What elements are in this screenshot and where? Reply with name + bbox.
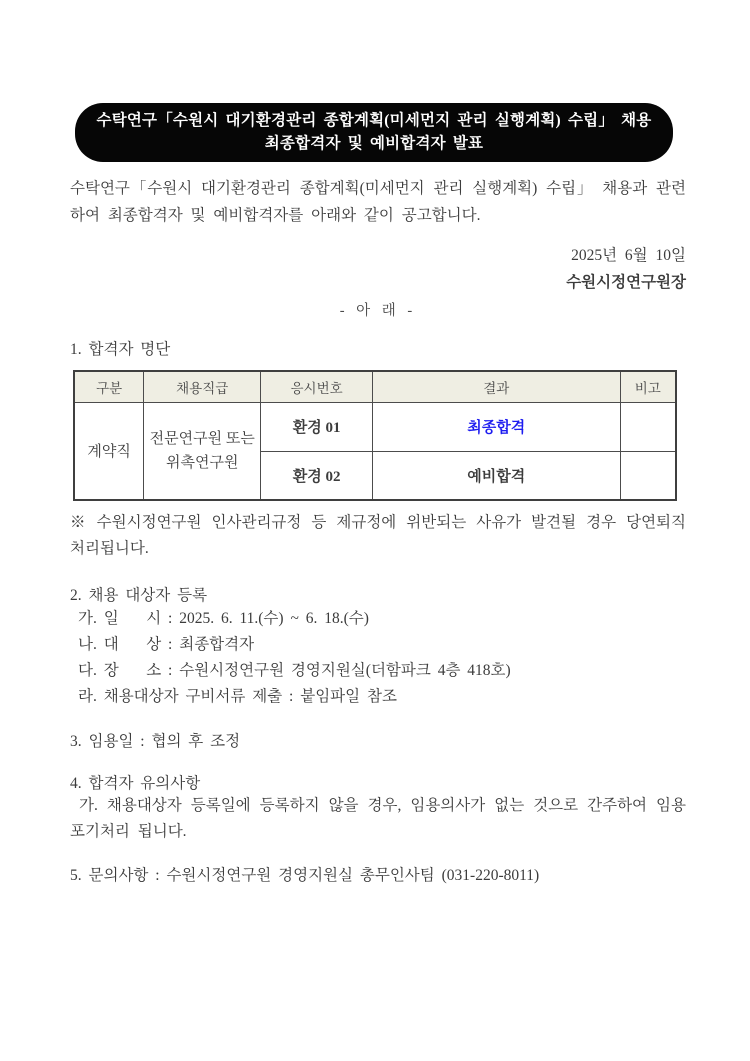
section1-heading: 1. 합격자 명단 [70,341,171,358]
title-banner [75,103,673,162]
cell-position-line1: 전문연구원 또는 [149,430,255,447]
col-header-result: 결과 [373,371,620,402]
cell-result-final-pass: 최종합격 [373,402,620,451]
table-footnote: ※ 수원시정연구원 인사관리규정 등 제규정에 위반되는 사유가 발견될 경우 당연퇴직 처리됩니다. [70,514,686,557]
announcement-date: 2025년 6월 10일 [571,247,686,264]
section2-heading: 2. 채용 대상자 등록 [70,587,208,604]
cell-remark-1 [620,402,676,451]
section5-heading: 5. 문의사항 : 수원시정연구원 경영지원실 총무인사팀 (031-220-8011) [70,867,540,884]
cell-applicant-no-1: 환경 01 [261,402,373,451]
title-line-1: 수탁연구「수원시 대기환경관리 종합계획(미세먼지 관리 실행계획) 수립」 채용 [96,112,652,129]
results-table [73,370,677,501]
section3-heading: 3. 임용일 : 협의 후 조정 [70,733,241,750]
section5 [70,867,686,885]
cell-remark-2 [620,451,676,500]
col-header-position: 채용직급 [144,371,261,402]
below-divider-label: - 아 래 - [339,303,417,319]
section4 [70,775,686,845]
cell-applicant-no-2: 환경 02 [261,451,373,500]
cell-position [144,402,261,500]
section2-item-target: 나. 대 상 : 최종합격자 [78,636,255,653]
table-header-row [74,371,676,402]
intro-paragraph: 수탁연구「수원시 대기환경관리 종합계획(미세먼지 관리 실행계획) 수립」 채용과 관련하여 최종합격자 및 예비합격자를 아래와 같이 공고합니다. [70,180,686,224]
cell-category: 계약직 [74,402,144,500]
signer-title: 수원시정연구원장 [566,274,686,291]
title-line-2: 최종합격자 및 예비합격자 발표 [264,135,484,152]
section4-heading: 4. 합격자 유의사항 [70,775,201,792]
cell-position-line2: 위촉연구원 [165,454,239,471]
table-row [74,402,676,451]
dateline [70,242,686,296]
section2-item-place: 다. 장 소 : 수원시정연구원 경영지원실(더함파크 4층 418호) [78,662,511,679]
section2 [70,587,686,710]
section2-item-documents: 라. 채용대상자 구비서류 제출 : 붙임파일 참조 [78,688,397,705]
cell-result-waitlist: 예비합격 [373,451,620,500]
col-header-category: 구분 [74,371,144,402]
col-header-remark: 비고 [620,371,676,402]
section4-body: 가. 채용대상자 등록일에 등록하지 않을 경우, 임용의사가 없는 것으로 간주하여 임용포기처리 됩니다. [70,797,686,840]
col-header-applicant-no: 응시번호 [261,371,373,402]
section2-item-date: 가. 일 시 : 2025. 6. 11.(수) ~ 6. 18.(수) [78,610,369,627]
section3 [70,733,686,751]
